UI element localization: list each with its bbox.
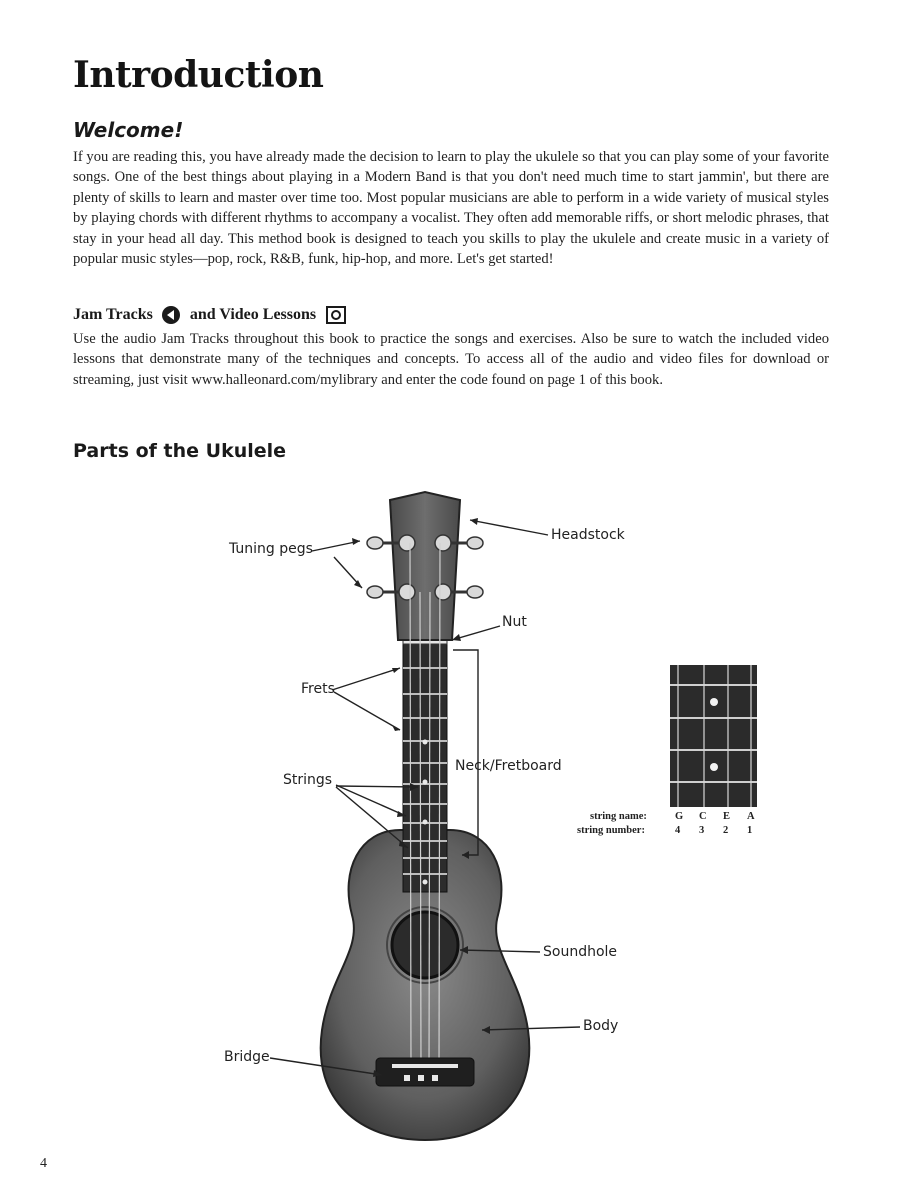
jam-paragraph: Use the audio Jam Tracks throughout this book to practice the songs and exercises. Also be sure to watch the included video lessons that demonstrate many of the techniques and concepts. To access all of the audio and video files for download or streaming, just visit www.halleonard.com/mylibrary and enter the code found on page 1 of this book. <box>73 331 829 388</box>
string-number-label: string number: <box>577 825 645 836</box>
fretboard-diagram <box>670 665 757 807</box>
jam-heading-part2: and Video Lessons <box>189 306 317 323</box>
string-number-3: 3 <box>699 825 705 836</box>
string-number-2: 2 <box>723 825 729 836</box>
string-name-a: A <box>747 811 755 822</box>
string-name-g: G <box>675 811 684 822</box>
label-body: Body <box>583 1018 619 1034</box>
ukulele-neck <box>403 642 447 892</box>
jam-heading-part1: Jam Tracks <box>73 306 153 323</box>
label-neck-fretboard: Neck/Fretboard <box>455 758 562 774</box>
string-name-label: string name: <box>590 811 647 822</box>
label-bridge: Bridge <box>224 1049 270 1065</box>
label-headstock: Headstock <box>551 527 625 543</box>
string-name-row <box>590 811 755 822</box>
label-strings: Strings <box>283 772 333 788</box>
string-number-row <box>577 825 753 836</box>
string-number-1: 1 <box>747 825 753 836</box>
welcome-paragraph: If you are reading this, you have already made the decision to learn to play the ukulele so that you can play some of your favorite songs. One of the best things about playing in a Modern Band is that you don't need much time to start jammin', but there are plenty of skills to learn and master over time too. Most popular musicians are able to perform in a wide variety of musical styles by playing chords with different rhythms to accompany a vocalist. They often add memorable riffs, or short melodic phrases, that stay in your head all day. This method book is designed to teach you skills to play the ukulele and create music in a variety of popular music styles—pop, rock, R&B, funk, hip-hop, and more. Let's get started! <box>73 149 829 268</box>
label-nut: Nut <box>502 614 527 630</box>
string-name-c: C <box>699 811 707 822</box>
string-name-e: E <box>723 811 731 822</box>
parts-heading: Parts of the Ukulele <box>73 440 287 462</box>
label-frets: Frets <box>301 681 335 697</box>
label-soundhole: Soundhole <box>543 944 618 960</box>
string-number-4: 4 <box>675 825 681 836</box>
soundhole <box>392 912 458 978</box>
label-tuning-pegs: Tuning pegs <box>229 541 313 557</box>
page-title: Introduction <box>73 54 324 96</box>
ukulele-bridge <box>376 1058 474 1086</box>
ukulele-headstock <box>390 492 460 640</box>
page-number: 4 <box>40 1156 47 1171</box>
welcome-heading: Welcome! <box>73 118 184 142</box>
